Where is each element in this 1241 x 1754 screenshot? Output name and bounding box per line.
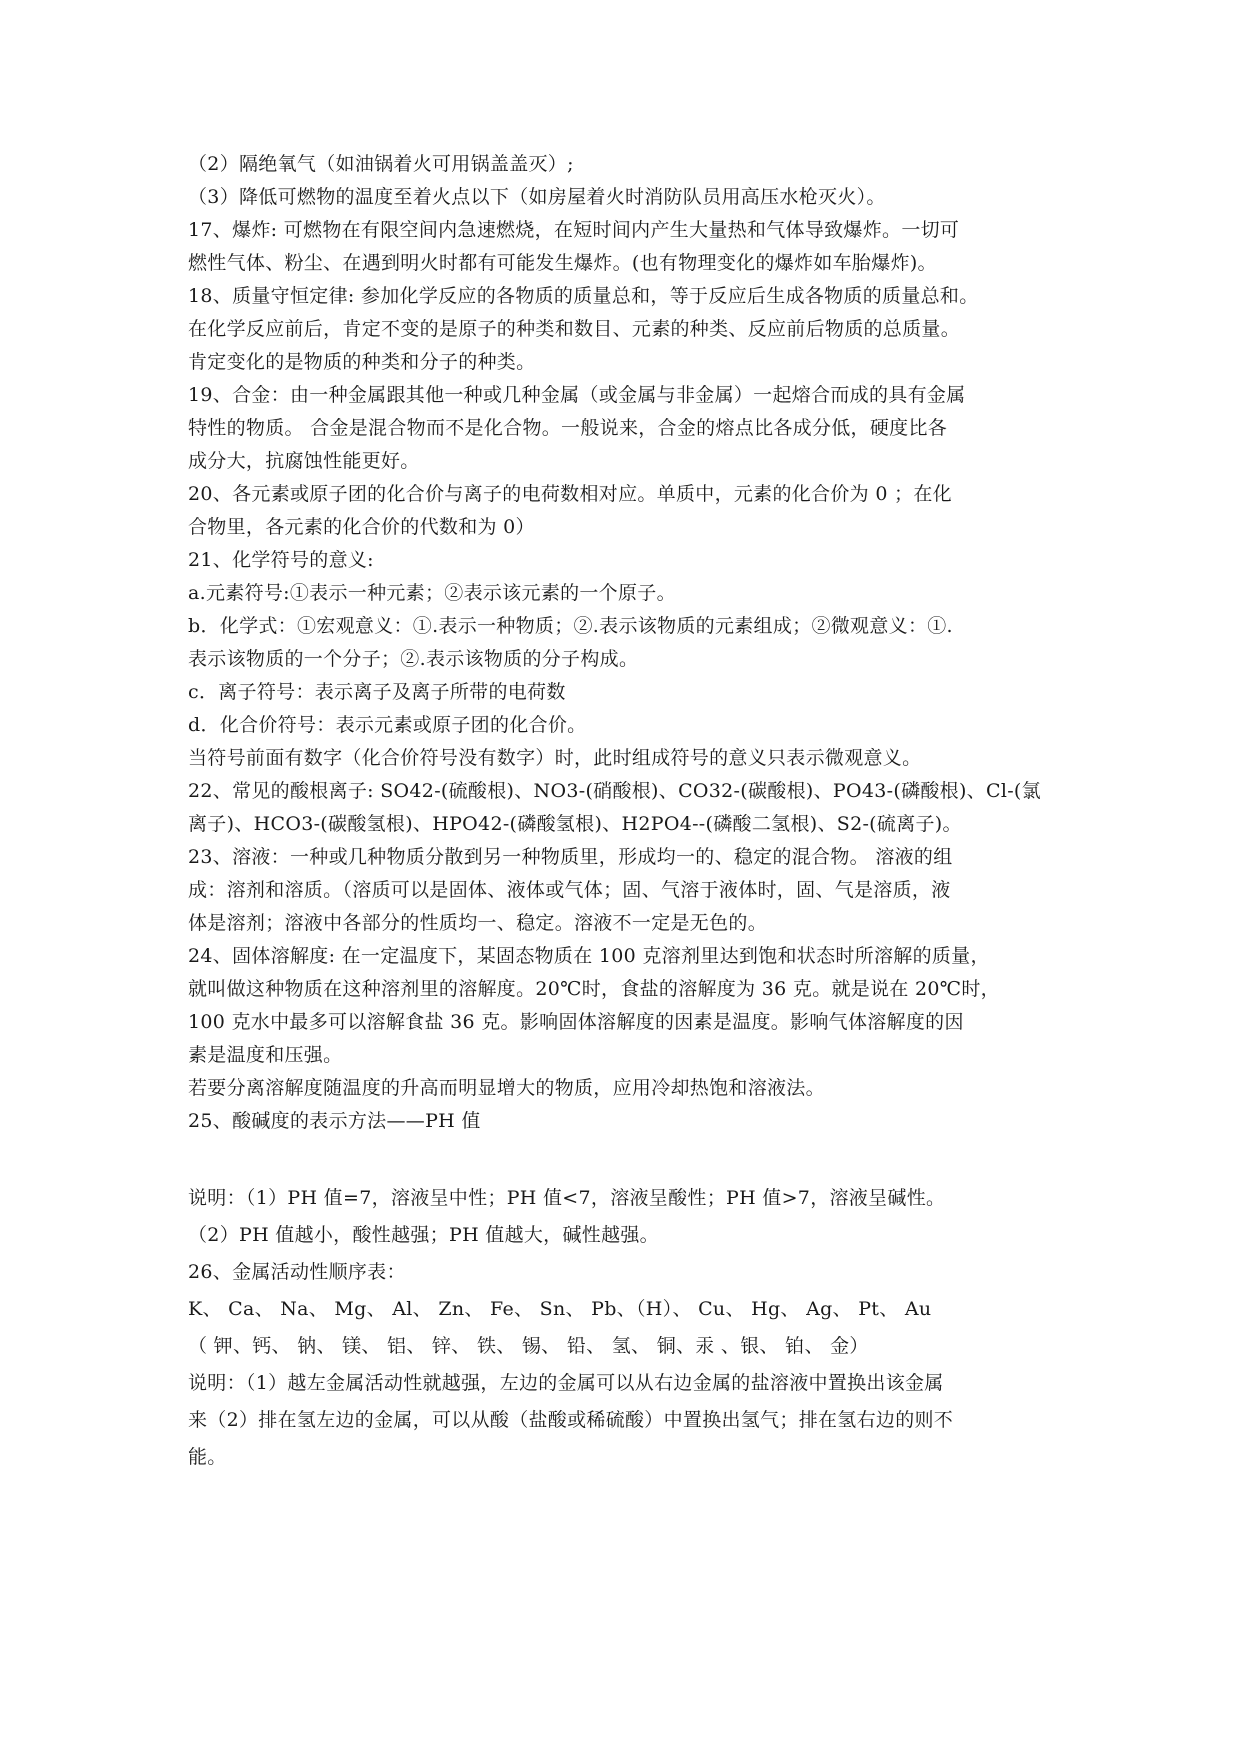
text-line: 合物里，各元素的化合价的代数和为 0） [188, 516, 535, 538]
text-line: 21、化学符号的意义: [188, 549, 374, 571]
text-line: 100 克水中最多可以溶解食盐 36 克。影响固体溶解度的因素是温度。影响气体溶解度的因 [188, 1011, 964, 1033]
text-block-bottom [188, 1180, 1058, 1476]
text-line: 说明：（1）越左金属活动性就越强，左边的金属可以从右边金属的盐溶液中置换出该金属 [188, 1372, 944, 1394]
text-line: 23、溶液：一种或几种物质分散到另一种物质里，形成均一的、稳定的混合物。 溶液的组 [188, 846, 953, 868]
text-line: 22、常见的酸根离子: SO42-(硫酸根)、NO3-(硝酸根)、CO32-(碳酸根)、PO43-(磷酸根)、Cl-(氯 [188, 780, 1041, 802]
text-line: 就叫做这种物质在这种溶剂里的溶解度。20℃时，食盐的溶解度为 36 克。就是说在 20℃时， [188, 978, 1000, 1000]
text-line: 特性的物质。 合金是混合物而不是化合物。一般说来，合金的熔点比各成分低，硬度比各 [188, 417, 948, 439]
text-line: 来（2）排在氢左边的金属，可以从酸（盐酸或稀硫酸）中置换出氢气；排在氢右边的则不 [188, 1409, 954, 1431]
text-line: 20、各元素或原子团的化合价与离子的电荷数相对应。单质中，元素的化合价为 0 ；在化 [188, 483, 952, 505]
blank-space [188, 1138, 1058, 1180]
text-line: 能。 [188, 1446, 227, 1468]
text-line: 当符号前面有数字（化合价符号没有数字）时，此时组成符号的意义只表示微观意义。 [188, 747, 922, 769]
text-line: （2）PH 值越小，酸性越强；PH 值越大，碱性越强。 [188, 1224, 659, 1246]
text-line: 燃性气体、粉尘、在遇到明火时都有可能发生爆炸。(也有物理变化的爆炸如车胎爆炸)。 [188, 252, 937, 274]
text-line: （3）降低可燃物的温度至着火点以下（如房屋着火时消防队员用高压水枪灭火）。 [188, 186, 886, 208]
text-line: 体是溶剂；溶液中各部分的性质均一、稳定。溶液不一定是无色的。 [188, 912, 768, 934]
text-line: b．化学式：①宏观意义：①.表示一种物质；②.表示该物质的元素组成；②微观意义：①. [188, 615, 953, 637]
text-line: 19、合金：由一种金属跟其他一种或几种金属（或金属与非金属）一起熔合而成的具有金属 [188, 384, 966, 406]
text-line: （2）隔绝氧气（如油锅着火可用锅盖盖灭）; [188, 153, 574, 175]
text-line: K、 Ca、 Na、 Mg、 Al、 Zn、 Fe、 Sn、 Pb、（H）、 Cu、 Hg、 Ag、 Pt、 Au [188, 1298, 932, 1320]
text-line: 18、质量守恒定律: 参加化学反应的各物质的质量总和，等于反应后生成各物质的质量总和。 [188, 285, 979, 307]
text-line: 成：溶剂和溶质。（溶质可以是固体、液体或气体；固、气溶于液体时，固、气是溶质，液 [188, 879, 951, 901]
text-block-top [188, 148, 1058, 1138]
text-line: 24、固体溶解度: 在一定温度下，某固态物质在 100 克溶剂里达到饱和状态时所溶解的质量， [188, 945, 990, 967]
text-line: d．化合价符号：表示元素或原子团的化合价。 [188, 714, 587, 736]
text-line: c．离子符号：表示离子及离子所带的电荷数 [188, 681, 566, 703]
text-line: 26、金属活动性顺序表： [188, 1261, 406, 1283]
text-line: 肯定变化的是物质的种类和分子的种类。 [188, 351, 536, 373]
text-line: 说明：（1）PH 值=7，溶液呈中性；PH 值<7，溶液呈酸性；PH 值>7，溶液呈碱性。 [188, 1187, 946, 1209]
text-line: 成分大，抗腐蚀性能更好。 [188, 450, 420, 472]
text-line: （ 钾、钙、 钠、 镁、 铝、 锌、 铁、 锡、 铅、 氢、 铜、汞 、银、 铂、 金） [188, 1335, 869, 1357]
text-line: 在化学反应前后，肯定不变的是原子的种类和数目、元素的种类、反应前后物质的总质量。 [188, 318, 961, 340]
text-line: 若要分离溶解度随温度的升高而明显增大的物质，应用冷却热饱和溶液法。 [188, 1077, 825, 1099]
text-line: 素是温度和压强。 [188, 1044, 343, 1066]
text-line: 表示该物质的一个分子；②.表示该物质的分子构成。 [188, 648, 639, 670]
text-line: 离子)、HCO3-(碳酸氢根)、HPO42-(磷酸氢根)、H2PO4--(磷酸二氢根)、S2-(硫离子)。 [188, 813, 962, 835]
document-body [188, 148, 1058, 1476]
text-line: a.元素符号:①表示一种元素；②表示该元素的一个原子。 [188, 582, 676, 604]
text-line: 17、爆炸: 可燃物在有限空间内急速燃烧，在短时间内产生大量热和气体导致爆炸。一切可 [188, 219, 960, 241]
text-line: 25、酸碱度的表示方法——PH 值 [188, 1110, 481, 1132]
